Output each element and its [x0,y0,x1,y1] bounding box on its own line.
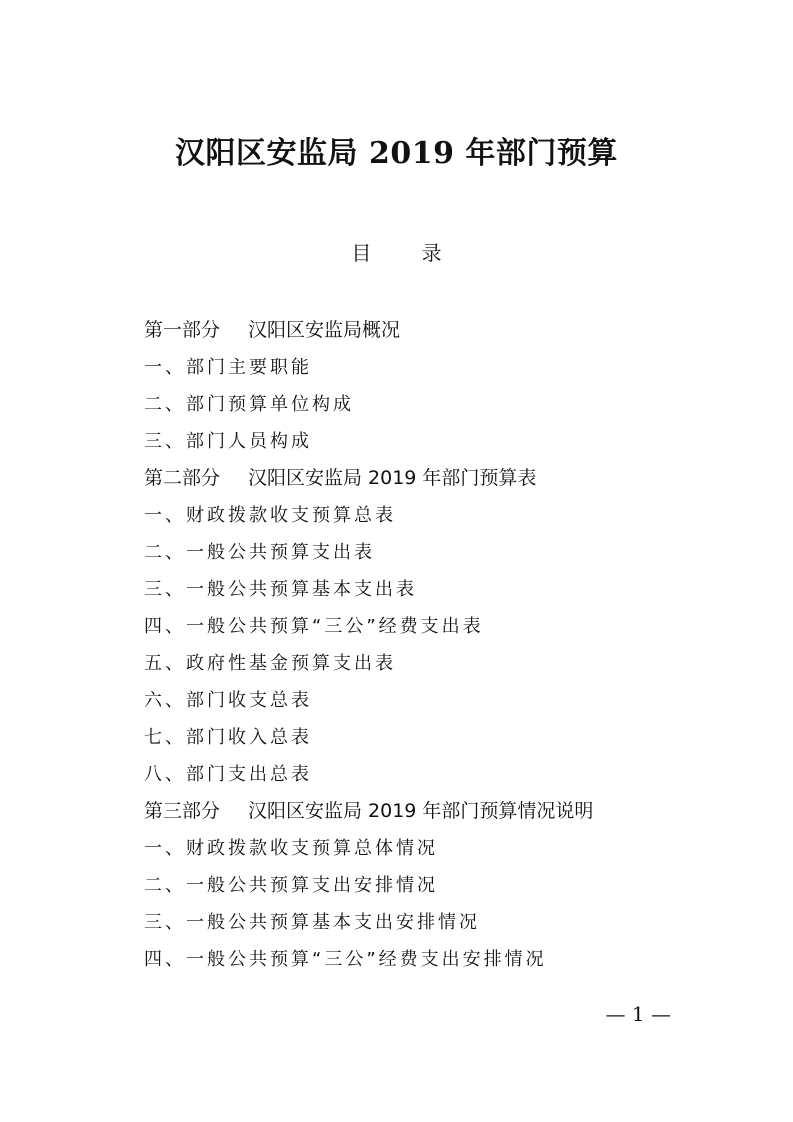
toc-part-3[interactable] [144,793,704,830]
toc-item[interactable]: 二、一般公共预算支出表 [144,542,375,563]
toc-part-3-title: 汉阳区安监局 2019 年部门预算情况说明 [248,800,594,822]
toc-item[interactable]: 四、一般公共预算“三公”经费支出表 [144,616,484,637]
document-title: 汉阳区安监局 2019 年部门预算 [175,136,618,171]
page-number: — 1 — [605,1002,671,1026]
toc-item[interactable]: 五、政府性基金预算支出表 [144,653,396,674]
toc-part-1-number: 第一部分 [144,319,221,341]
toc-part-1[interactable] [144,312,704,349]
toc-item[interactable]: 二、一般公共预算支出安排情况 [144,875,438,896]
toc-item[interactable]: 三、一般公共预算基本支出安排情况 [144,912,480,933]
table-of-contents [144,312,704,978]
toc-part-2-title: 汉阳区安监局 2019 年部门预算表 [248,467,537,489]
toc-part-1-title: 汉阳区安监局概况 [248,319,401,341]
toc-heading: 目 录 [351,241,464,265]
toc-item[interactable]: 三、部门人员构成 [144,431,312,452]
toc-item[interactable]: 四、一般公共预算“三公”经费支出安排情况 [144,949,547,970]
toc-part-3-number: 第三部分 [144,800,221,822]
toc-item[interactable]: 六、部门收支总表 [144,690,312,711]
toc-item[interactable]: 一、财政拨款收支预算总体情况 [144,838,438,859]
toc-item[interactable]: 七、部门收入总表 [144,727,312,748]
toc-item[interactable]: 一、部门主要职能 [144,357,312,378]
toc-part-2-number: 第二部分 [144,467,221,489]
toc-item[interactable]: 八、部门支出总表 [144,764,312,785]
toc-item[interactable]: 三、一般公共预算基本支出表 [144,579,417,600]
toc-item[interactable]: 二、部门预算单位构成 [144,394,354,415]
toc-item[interactable]: 一、财政拨款收支预算总表 [144,505,396,526]
toc-part-2[interactable] [144,460,704,497]
